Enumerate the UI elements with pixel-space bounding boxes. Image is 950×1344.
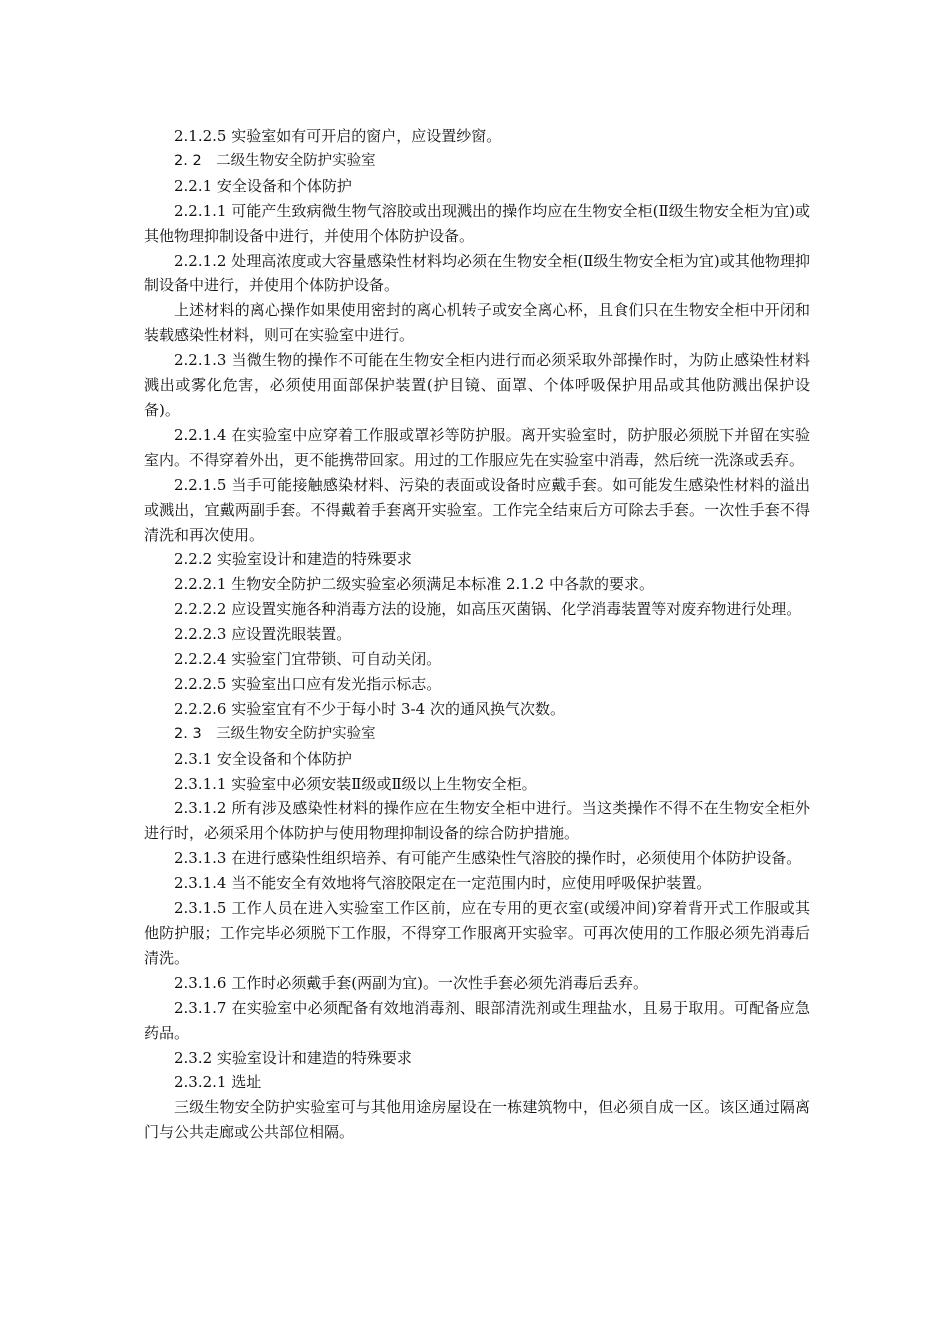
subsection-heading-2-3-2: 2.3.2 实验室设计和建造的特殊要求 bbox=[174, 1048, 412, 1067]
paragraph-2-1-2-5: 2.1.2.5 实验室如有可开启的窗户，应设置纱窗。 bbox=[174, 127, 502, 145]
paragraph-2-2-1-4: 2.2.1.4 在实验室中应穿着工作服或罩衫等防护服。离开实验室时，防护服必须脱下并留在实验室内。不得穿着外出，更不能携带回家。用过的工作服应先在实验室中消毒，然后统一洗涤或丢弃。 bbox=[144, 425, 810, 469]
section-heading-2-3: 2. 3 三级生物安全防护实验室 bbox=[174, 725, 376, 742]
paragraph-2-2-2-5: 2.2.2.5 实验室出口应有发光指示标志。 bbox=[174, 674, 442, 693]
section-heading-2-2: 2. 2 二级生物安全防护实验室 bbox=[174, 152, 376, 169]
paragraph-2-3-1-3: 2.3.1.3 在进行感染性组织培养、有可能产生感染性气溶胶的操作时，必须使用个体防护设备。 bbox=[174, 849, 802, 868]
paragraph-2-3-1-6: 2.3.1.6 工作时必须戴手套(两副为宜)。一次性手套必须先消毒后丢弃。 bbox=[174, 973, 648, 992]
paragraph-2-3-2-1: 2.3.2.1 选址 bbox=[174, 1073, 262, 1092]
subsection-heading-2-3-1: 2.3.1 安全设备和个体防护 bbox=[174, 749, 352, 768]
paragraph-centrifuge-note: 上述材料的离心操作如果使用密封的离心机转子或安全离心杯，且食们只在生物安全柜中开闭和装载感染性材料，则可在实验室中进行。 bbox=[144, 301, 810, 345]
paragraph-2-3-1-2: 2.3.1.2 所有涉及感染性材料的操作应在生物安全柜中进行。当这类操作不得不在生物安全柜外进行时，必须采用个体防护与使用物理抑制设备的综合防护措施。 bbox=[144, 799, 810, 843]
paragraph-site-selection: 三级生物安全防护实验室可与其他用途房屋设在一栋建筑物中，但必须自成一区。该区通过隔离门与公共走廊或公共部位相隔。 bbox=[144, 1098, 810, 1142]
paragraph-2-2-1-1: 2.2.1.1 可能产生致病微生物气溶胶或出现溅出的操作均应在生物安全柜(Ⅱ级生物安全柜为宜)或其他物理抑制设备中进行，并使用个体防护设备。 bbox=[144, 201, 810, 245]
paragraph-2-2-2-2: 2.2.2.2 应设置实施各种消毒方法的设施，如高压灭菌锅、化学消毒装置等对废弃物进行处理。 bbox=[174, 600, 802, 619]
paragraph-2-2-2-4: 2.2.2.4 实验室门宜带锁、可自动关闭。 bbox=[174, 650, 442, 669]
paragraph-2-2-2-1: 2.2.2.1 生物安全防护二级实验室必须满足本标准 2.1.2 中各款的要求。 bbox=[174, 575, 654, 594]
paragraph-2-3-1-4: 2.3.1.4 当不能安全有效地将气溶胶限定在一定范围内时，应使用呼吸保护装置。 bbox=[174, 874, 712, 893]
paragraph-2-3-1-5: 2.3.1.5 工作人员在进入实验室工作区前，应在专用的更衣室(或缓冲间)穿着背开式工作服或其他防护服；工作完毕必须脱下工作服，不得穿工作服离开实验宰。可再次使用的工作服必须先消毒后清洗。 bbox=[144, 899, 810, 967]
paragraph-2-2-1-5: 2.2.1.5 当手可能接触感染材料、污染的表面或设备时应戴手套。如可能发生感染性材料的溢出或溅出，宜戴两副手套。不得戴着手套离开实验室。工作完全结束后方可除去手套。一次性手套不得清洗和再次使用。 bbox=[144, 475, 810, 544]
paragraph-2-2-1-3: 2.2.1.3 当微生物的操作不可能在生物安全柜内进行而必须采取外部操作时，为防止感染性材料溅出或雾化危害，必须使用面部保护装置(护目镜、面罩、个体呼吸保护用品或其他防溅出保护设备)。 bbox=[144, 351, 810, 419]
subsection-heading-2-2-2: 2.2.2 实验室设计和建造的特殊要求 bbox=[174, 550, 412, 569]
paragraph-2-2-2-6: 2.2.2.6 实验室宜有不少于每小时 3-4 次的通风换气次数。 bbox=[174, 699, 565, 718]
paragraph-2-3-1-7: 2.3.1.7 在实验室中必须配备有效地消毒剂、眼部清洗剂或生理盐水，且易于取用。可配备应急药品。 bbox=[144, 998, 810, 1042]
paragraph-2-3-1-1: 2.3.1.1 实验室中必须安装Ⅱ级或Ⅱ级以上生物安全柜。 bbox=[174, 774, 537, 793]
paragraph-2-2-2-3: 2.2.2.3 应设置洗眼装置。 bbox=[174, 625, 352, 644]
document-body bbox=[144, 124, 810, 1145]
subsection-heading-2-2-1: 2.2.1 安全设备和个体防护 bbox=[174, 176, 352, 195]
paragraph-2-2-1-2: 2.2.1.2 处理高浓度或大容量感染性材料均必须在生物安全柜(Ⅱ级生物安全柜为宜)或其他物理抑制设备中进行，并使用个体防护设备。 bbox=[144, 251, 810, 295]
